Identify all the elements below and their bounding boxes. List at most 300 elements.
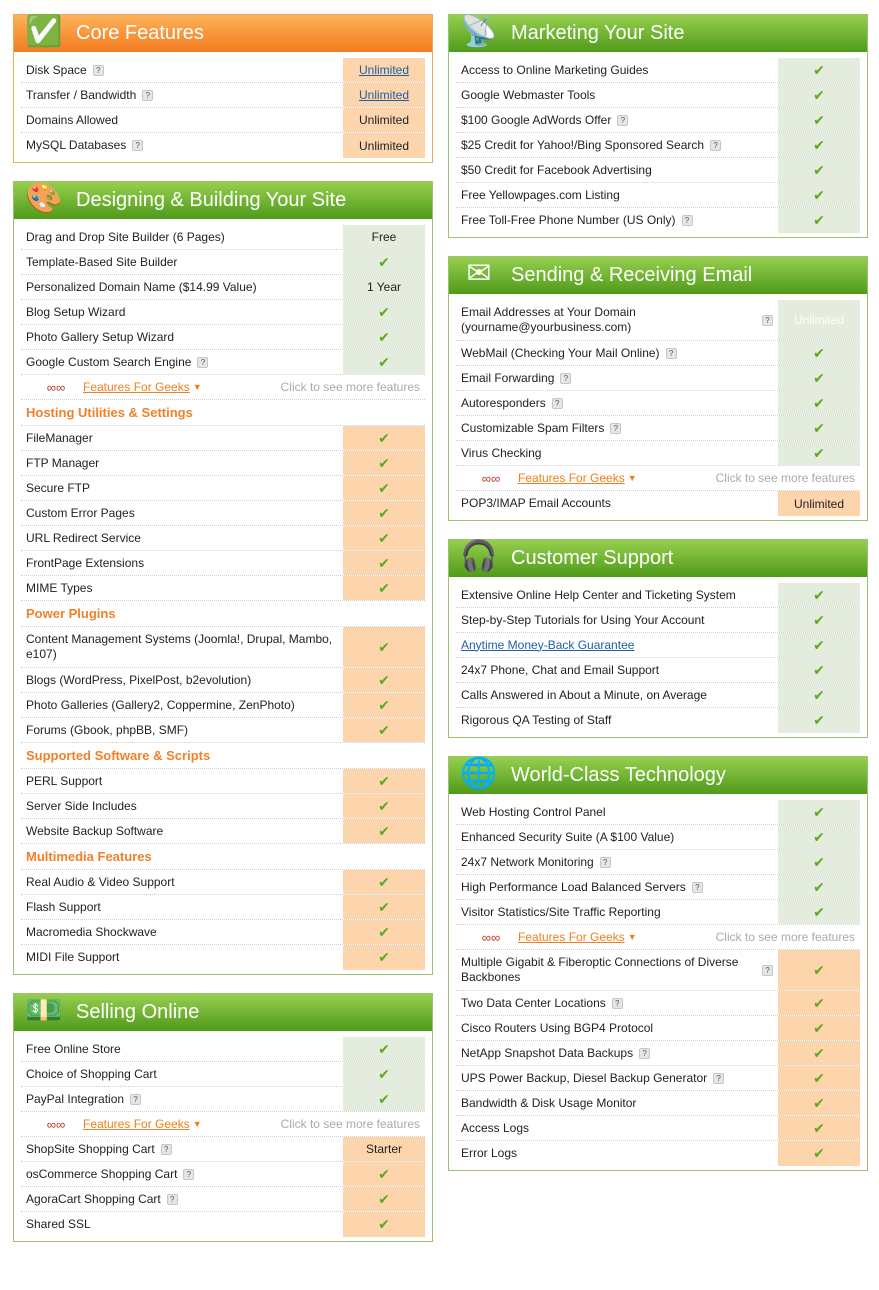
feature-row [456,158,860,183]
checkmark-icon: ✔ [813,828,825,845]
feature-name: Blogs (WordPress, PixelPost, b2evolution) [26,672,252,687]
feature-name: NetApp Snapshot Data Backups [461,1045,634,1060]
help-icon[interactable]: ? [612,998,623,1009]
feature-value [778,491,860,516]
feature-label [456,608,778,632]
feature-label [456,441,778,465]
feature-name: Free Toll-Free Phone Number (US Only) [461,213,676,227]
feature-name: Virus Checking [461,445,542,460]
feature-value [778,1066,860,1090]
panel-email [448,256,868,521]
feature-value [778,950,860,990]
features-for-geeks-link[interactable]: Features For Geeks [518,930,625,944]
feature-name: Transfer / Bandwidth [26,87,137,102]
feature-label [456,1116,778,1140]
feature-row [456,608,860,633]
feature-label [21,668,343,692]
feature-name: URL Redirect Service [26,530,141,545]
feature-row [21,250,425,275]
feature-name: UPS Power Backup, Diesel Backup Generator [461,1070,708,1085]
feature-row [21,58,425,83]
panel-header [449,757,867,794]
checkmark-icon: ✔ [813,212,825,228]
feature-name: Macromedia Shockwave [26,924,157,939]
feature-label [456,1141,778,1166]
feature-row [456,441,860,466]
checkmark-icon: ✔ [813,394,825,411]
feature-value [778,300,860,340]
help-icon[interactable]: ? [161,1144,172,1155]
feature-row [456,633,860,658]
features-for-geeks-row[interactable] [21,375,425,400]
feature-label [456,991,778,1015]
feature-value [343,83,425,107]
subhead-multimedia-features: Multimedia Features [21,844,425,870]
checkmark-icon: ✔ [378,554,390,571]
feature-row [456,416,860,441]
feature-value [778,58,860,82]
feature-value [778,850,860,874]
checkmark-icon: ✔ [813,611,825,628]
subhead-supported-software-scripts: Supported Software & Scripts [21,743,425,769]
feature-row [456,583,860,608]
checkmark-icon: ✔ [813,1145,825,1161]
feature-name: Extensive Online Help Center and Ticketing System [461,587,736,602]
feature-value [343,476,425,500]
feature-name: Flash Support [26,899,101,914]
money-back-guarantee-link[interactable]: Anytime Money-Back Guarantee [461,637,635,652]
feature-row [456,1041,860,1066]
feature-row [21,1037,425,1062]
feature-name: Domains Allowed [26,112,119,127]
feature-name: Photo Gallery Setup Wizard [26,329,175,344]
feature-value [343,451,425,475]
feature-row [21,794,425,819]
feature-name: Visitor Statistics/Site Traffic Reporting [461,904,661,919]
feature-name: Photo Galleries (Gallery2, Coppermine, ZenPhoto) [26,697,295,712]
feature-row [21,83,425,108]
feature-label [21,895,343,919]
feature-value [778,1116,860,1140]
feature-row [21,551,425,576]
checkmark-icon: ✔ [813,994,825,1011]
checkmark-icon: ✔ [813,853,825,870]
feature-label [21,794,343,818]
checkmark-icon: ✔ [378,479,390,496]
panel-technology [448,756,868,1171]
checkmark-icon: ✔ [378,454,390,471]
feature-value [343,1087,425,1111]
feature-value [778,875,860,899]
feature-label [456,708,778,733]
feature-value [778,183,860,207]
feature-value [343,718,425,742]
feature-row [21,819,425,844]
feature-label [21,275,343,299]
help-icon[interactable]: ? [762,965,773,976]
feature-label [456,300,778,340]
dropdown-arrow-icon: ▼ [627,473,637,483]
feature-label [456,83,778,107]
feature-row [456,300,860,341]
feature-value [778,133,860,157]
feature-value [778,416,860,440]
features-for-geeks-row[interactable] [456,925,860,950]
feature-label [21,83,343,107]
feature-name: Secure FTP [26,480,91,495]
help-icon[interactable]: ? [142,90,153,101]
help-icon[interactable]: ? [710,140,721,151]
checkmark-icon: ✔ [378,696,390,713]
checkmark-icon: ✔ [813,161,825,178]
feature-label [456,183,778,207]
panel-body [449,577,867,737]
feature-label [21,945,343,970]
checkmark-icon: ✔ [378,253,390,270]
feature-value [778,708,860,733]
feature-row [21,870,425,895]
feature-name: Forums (Gbook, phpBB, SMF) [26,722,189,737]
checkmark-icon: ✔ [378,1165,390,1182]
checkmark-icon: ✔ [813,1119,825,1136]
feature-label [456,900,778,924]
feature-value [778,208,860,233]
envelope-icon: ✉ [466,256,492,290]
feature-label [456,491,778,516]
panel-body [14,52,432,162]
feature-row [456,950,860,991]
help-icon[interactable]: ? [130,1094,141,1105]
feature-label [21,133,343,158]
feature-row [456,658,860,683]
panel-body [449,52,867,237]
features-for-geeks-link[interactable]: Features For Geeks [83,1117,190,1131]
value-link[interactable]: Unlimited [358,88,409,102]
feature-name: Google Custom Search Engine [26,354,192,369]
feature-name: 24x7 Network Monitoring [461,854,594,869]
feature-name: $25 Credit for Yahoo!/Bing Sponsored Search [461,137,705,152]
feature-value [778,991,860,1015]
help-icon[interactable]: ? [132,140,143,151]
feature-name: Disk Space [26,62,87,77]
feature-value [343,1162,425,1186]
feature-row [21,451,425,476]
feature-row [456,800,860,825]
feature-label [456,341,778,365]
feature-value [343,576,425,600]
feature-value [778,366,860,390]
feature-label [21,819,343,843]
feature-name: POP3/IMAP Email Accounts [461,496,611,510]
help-icon[interactable]: ? [639,1048,650,1059]
feature-name: Rigorous QA Testing of Staff [461,713,612,727]
feature-name: Shared SSL [26,1217,91,1231]
feature-row [456,183,860,208]
help-icon[interactable]: ? [552,398,563,409]
feature-name: Personalized Domain Name ($14.99 Value) [26,279,257,294]
checkmark-icon: ✔ [378,1065,390,1082]
panel-title: Customer Support [511,547,674,569]
feature-value [343,668,425,692]
panel-body [449,294,867,520]
feature-value [343,58,425,82]
feature-label [456,416,778,440]
feature-row [21,1062,425,1087]
feature-row [456,1116,860,1141]
feature-name: Free Yellowpages.com Listing [461,187,620,202]
checkmark-icon: ✔ [378,873,390,890]
feature-value [343,426,425,450]
features-for-geeks-row[interactable] [21,1112,425,1137]
dropdown-arrow-icon: ▼ [192,1119,202,1129]
right-column [448,14,868,1189]
feature-name: WebMail (Checking Your Mail Online) [461,345,660,360]
feature-name: 24x7 Phone, Chat and Email Support [461,662,660,677]
help-icon[interactable]: ? [93,65,104,76]
feature-row [21,895,425,920]
antenna-tower-icon: 📡 [460,14,498,48]
feature-row [456,900,860,925]
feature-row [456,1066,860,1091]
feature-row [21,1087,425,1112]
panel-header [14,15,432,52]
help-icon[interactable]: ? [617,115,628,126]
checkmark-icon: ✔ [813,636,825,653]
features-for-geeks-link[interactable]: Features For Geeks [83,380,190,394]
feature-value [343,501,425,525]
feature-row [21,1187,425,1212]
features-for-geeks-row[interactable] [456,466,860,491]
feature-label [21,451,343,475]
feature-value [343,1187,425,1211]
checkmark-icon: ✔ [813,686,825,703]
checkmark-icon: ✔ [378,579,390,596]
feature-label [21,870,343,894]
feature-name: Real Audio & Video Support [26,874,175,889]
feature-value [343,945,425,970]
checkmark-icon: ✔ [378,1216,390,1232]
feature-row [21,627,425,668]
help-icon[interactable]: ? [692,882,703,893]
help-icon[interactable]: ? [762,315,773,326]
cash-register-icon: 💵 [25,993,63,1027]
checkmark-icon: ✔ [813,1044,825,1061]
feature-name: Google Webmaster Tools [461,87,596,102]
feature-label [21,58,343,82]
checkmark-icon: ✔ [813,903,825,920]
checkmark-icon: ✔ [378,429,390,446]
feature-value [778,633,860,657]
checkmark-icon: ✔ [378,949,390,965]
feature-name: MIDI File Support [26,950,120,964]
feature-value [343,325,425,349]
feature-name: AgoraCart Shopping Cart [26,1191,161,1206]
checkmark-icon: ✔ [813,186,825,203]
feature-label [456,1041,778,1065]
feature-row [21,526,425,551]
help-icon[interactable]: ? [713,1073,724,1084]
feature-label [456,875,778,899]
feature-row [21,945,425,970]
checkmark-icon: ✔ [378,353,390,370]
feature-row [21,1212,425,1237]
feature-name: Blog Setup Wizard [26,304,126,319]
feature-label [21,350,343,374]
feature-name: Access to Online Marketing Guides [461,62,649,77]
checkmark-icon: ✔ [378,923,390,940]
features-for-geeks-link[interactable]: Features For Geeks [518,471,625,485]
feature-value [778,1016,860,1040]
checkmark-icon: ✔ [378,328,390,345]
feature-value [778,108,860,132]
feature-row [456,991,860,1016]
feature-value [343,225,425,249]
feature-name: Cisco Routers Using BGP4 Protocol [461,1020,654,1035]
checkmark-icon: ✔ [813,444,825,461]
help-icon[interactable]: ? [666,348,677,359]
feature-value [778,341,860,365]
feature-label [21,300,343,324]
checkmark-icon: ✔ [378,797,390,814]
help-icon[interactable]: ? [682,215,693,226]
feature-label [456,133,778,157]
feature-name: High Performance Load Balanced Servers [461,879,686,894]
feature-row [21,350,425,375]
panel-header [14,182,432,219]
feature-label [21,718,343,742]
feature-row [456,83,860,108]
feature-row [456,391,860,416]
subhead-hosting-utilities-settings: Hosting Utilities & Settings [21,400,425,426]
feature-row [456,108,860,133]
panel-support [448,539,868,738]
panel-header [449,257,867,294]
feature-label [21,250,343,274]
checkmark-icon: ✔ [813,344,825,361]
feature-value [778,683,860,707]
feature-label [21,426,343,450]
feature-row [456,1016,860,1041]
feature-label [456,800,778,824]
checkmark-icon: ✔ [813,712,825,728]
feature-value [343,275,425,299]
feature-value [778,158,860,182]
feature-name: MIME Types [26,580,93,595]
panel-selling [13,993,433,1242]
left-column [13,14,433,1260]
feature-value [343,551,425,575]
feature-value [778,83,860,107]
panel-header [14,994,432,1031]
help-icon[interactable]: ? [167,1194,178,1205]
panel-header [449,15,867,52]
dropdown-arrow-icon: ▼ [192,382,202,392]
feature-label [21,1212,343,1237]
feature-name: Free Online Store [26,1041,121,1056]
feature-name: Email Addresses at Your Domain (yourname@yourbusiness.com) [461,305,636,334]
subhead-power-plugins: Power Plugins [21,601,425,627]
feature-label [21,1037,343,1061]
feature-name: MySQL Databases [26,138,127,152]
feature-label [21,225,343,249]
feature-name: Email Forwarding [461,370,555,385]
checkmark-icon: ✔ [813,419,825,436]
feature-value [343,627,425,667]
panel-body [14,1031,432,1241]
feature-value [778,391,860,415]
feature-value [343,693,425,717]
feature-row [21,769,425,794]
feature-label [456,208,778,233]
panel-title: Sending & Receiving Email [511,264,753,286]
panel-body [14,219,432,974]
glasses-icon: ∞∞ [46,1116,66,1132]
feature-value [778,608,860,632]
feature-name: Multiple Gigabit & Fiberoptic Connections of Diverse Backbones [461,955,739,984]
feature-name: Enhanced Security Suite (A $100 Value) [461,829,675,844]
value-text: Unlimited [358,138,409,153]
checkmark-icon: ✔ [813,961,825,978]
feature-row [456,875,860,900]
feature-label [21,627,343,667]
panel-body [449,794,867,1170]
feature-value [778,441,860,465]
feature-label [21,1062,343,1086]
checkmark-icon: ✔ [813,61,825,78]
feature-value [778,1141,860,1166]
feature-row [21,275,425,300]
feature-label [456,825,778,849]
feature-row [21,325,425,350]
globe-network-icon: 🌐 [460,756,498,790]
feature-name: Custom Error Pages [26,505,135,520]
value-link[interactable]: Unlimited [358,63,409,77]
feature-row [456,491,860,516]
help-icon[interactable]: ? [610,423,621,434]
feature-label [456,850,778,874]
geeks-hint: Click to see more features [715,930,855,944]
feature-row [456,341,860,366]
help-icon[interactable]: ? [600,857,611,868]
panel-header [449,540,867,577]
dropdown-arrow-icon: ▼ [627,932,637,942]
value-text: Unlimited [793,496,844,511]
feature-row [21,225,425,250]
value-text: Unlimited [358,113,409,127]
feature-value [778,800,860,824]
feature-row [21,718,425,743]
feature-label [456,391,778,415]
feature-label [21,526,343,550]
feature-name: Web Hosting Control Panel [461,804,606,819]
feature-name: Autoresponders [461,395,546,410]
checkmark-icon: ✔ [378,1090,390,1107]
feature-row [21,300,425,325]
help-icon[interactable]: ? [183,1169,194,1180]
value-text: 1 Year [366,280,402,294]
panel-title: Marketing Your Site [511,22,685,44]
checkmark-icon: ✔ [813,1069,825,1086]
feature-name: Two Data Center Locations [461,995,606,1010]
glasses-icon: ∞∞ [481,470,501,486]
help-icon[interactable]: ? [560,373,571,384]
help-icon[interactable]: ? [197,357,208,368]
feature-row [456,683,860,708]
feature-label [456,1066,778,1090]
palette-icon: 🎨 [25,181,63,215]
feature-name: Access Logs [461,1120,530,1135]
feature-label [21,1187,343,1211]
